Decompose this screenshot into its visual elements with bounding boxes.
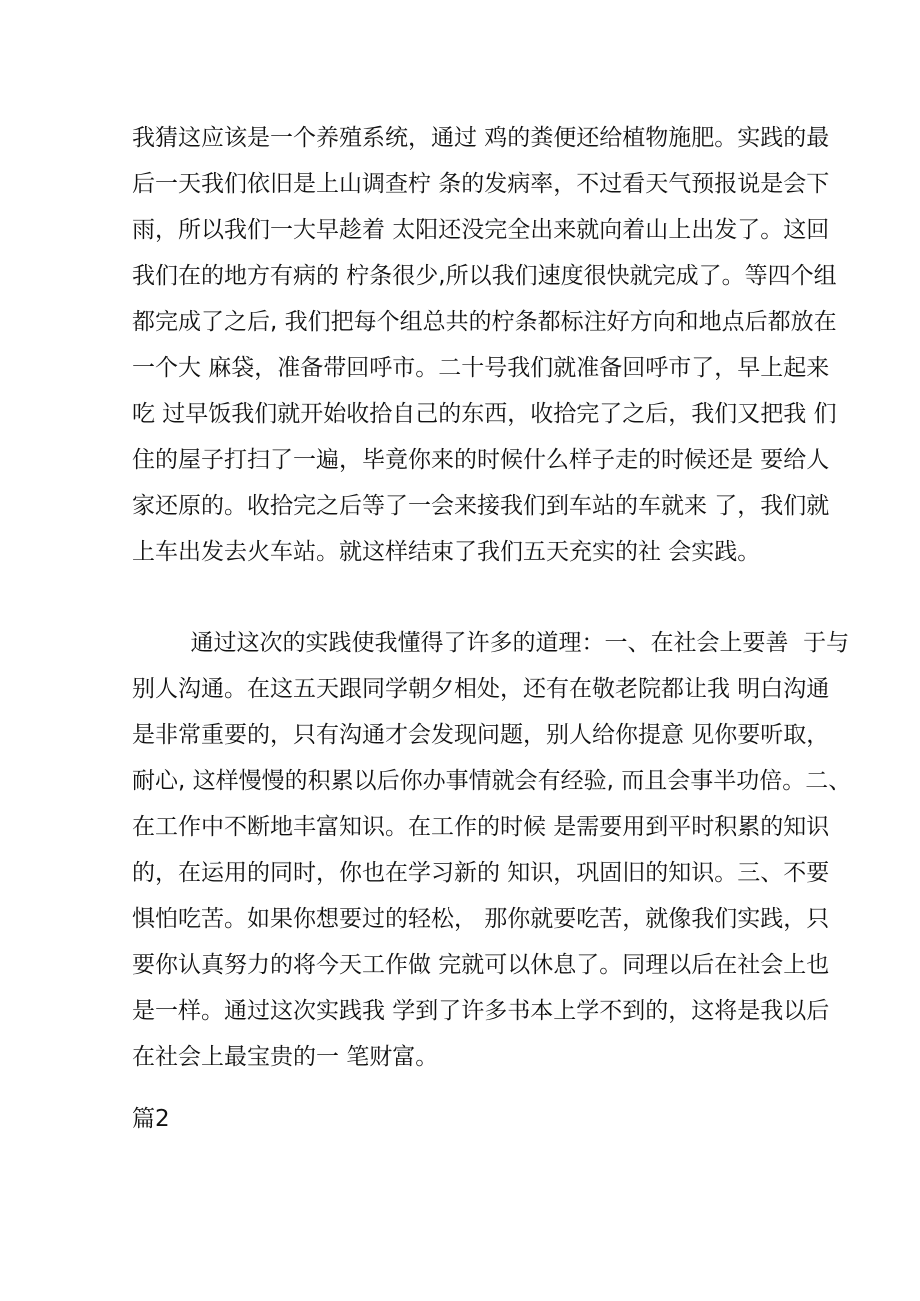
text-line: 家还原的。收拾完之后等了一会来接我们到车站的车就来 了，我们就	[132, 493, 830, 519]
text-line: 耐心, 这样慢慢的积累以后你办事情就会有经验, 而且会事半功倍。二、	[132, 768, 852, 794]
text-line: 在工作中不断地丰富知识。在工作的时候 是需要用到平时积累的知识	[132, 814, 830, 840]
text-line: 后一天我们依旧是上山调查柠 条的发病率，不过看天气预报说是会下	[132, 171, 830, 197]
text-line: 在社会上最宝贵的一 笔财富。	[132, 1044, 439, 1070]
text-line: 要你认真努力的将今天工作做 完就可以休息了。同理以后在社会上也	[132, 952, 830, 978]
text-line: 我猜这应该是一个养殖系统，通过 鸡的粪便还给植物施肥。实践的最	[132, 125, 830, 151]
text-line: 的，在运用的同时，你也在学习新的 知识，巩固旧的知识。三、不要	[132, 860, 830, 886]
section-heading: 篇2	[132, 1106, 170, 1132]
paragraph-lessons-learned	[132, 620, 852, 1080]
text-line: 是一样。通过这次实践我 学到了许多书本上学不到的，这将是我以后	[132, 998, 830, 1024]
text-line: 通过这次的实践使我懂得了许多的道理：一、在社会上要善 于与	[132, 630, 850, 656]
text-line: 我们在的地方有病的 柠条很少,所以我们速度很快就完成了。等四个组	[132, 263, 837, 289]
text-line: 是非常重要的，只有沟通才会发现问题，别人给你提意 见你要听取，	[132, 722, 830, 748]
text-line: 雨，所以我们一大早趁着 太阳还没完全出来就向着山上出发了。这回	[132, 217, 830, 243]
text-line: 别人沟通。在这五天跟同学朝夕相处，还有在敬老院都让我 明白沟通	[132, 676, 830, 702]
text-line: 一个大 麻袋，准备带回呼市。二十号我们就准备回呼市了，早上起来	[132, 355, 830, 381]
paragraph-practice-summary	[132, 115, 837, 575]
text-line: 吃 过早饭我们就开始收拾自己的东西，收拾完了之后，我们又把我 们	[132, 401, 837, 427]
text-line: 上车出发去火车站。就这样结束了我们五天充实的社 会实践。	[132, 539, 761, 565]
text-line: 住的屋子打扫了一遍，毕竟你来的时候什么样子走的时候还是 要给人	[132, 447, 830, 473]
text-line: 惧怕吃苦。如果你想要过的轻松， 那你就要吃苦，就像我们实践，只	[132, 906, 830, 932]
text-line: 都完成了之后, 我们把每个组总共的柠条都标注好方向和地点后都放在	[132, 309, 837, 335]
